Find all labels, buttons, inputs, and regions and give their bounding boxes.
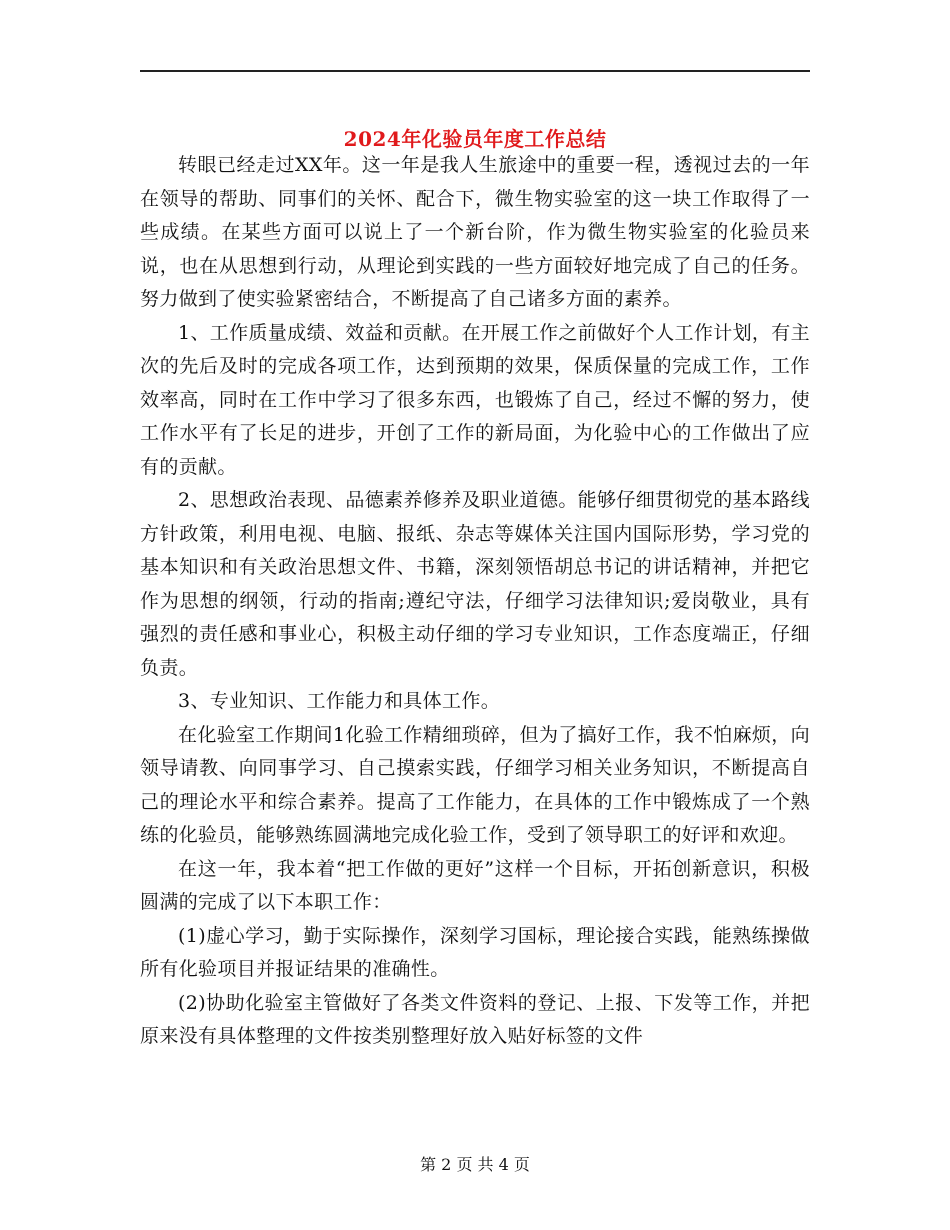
paragraph-lab-work: 在化验室工作期间1化验工作精细琐碎，但为了搞好工作，我不怕麻烦，向领导请教、向同事学习、自己摸索实践，仔细学习相关业务知识，不断提高自己的理论水平和综合素养。提高了工作能力，在具体的工作中锻炼成了一个熟练的化验员，能够熟练圆满地完成化验工作，受到了领导职工的好评和欢迎。 [140, 723, 810, 846]
header-rule [140, 70, 810, 72]
paragraph-intro: 转眼已经走过XX年。这一年是我人生旅途中的重要一程，透视过去的一年在领导的帮助、同事们的关怀、配合下，微生物实验室的这一块工作取得了一些成绩。在某些方面可以说上了一个新台阶，作为微生物实验室的化验员来说，也在从思想到行动，从理论到实践的一些方面较好地完成了自己的任务。努力做到了使实验紧密结合，不断提高了自己诸多方面的素养。 [140, 154, 810, 310]
document-title: 2024年化验员年度工作总结 [343, 127, 607, 152]
paragraph-professional-heading: 3、专业知识、工作能力和具体工作。 [178, 690, 501, 712]
paragraph-work-quality: 1、工作质量成绩、效益和贡献。在开展工作之前做好个人工作计划，有主次的先后及时的完成各项工作，达到预期的效果，保质保量的完成工作，工作效率高，同时在工作中学习了很多东西，也锻炼了自己，经过不懈的努力，使工作水平有了长足的进步，开创了工作的新局面，为化验中心的工作做出了应有的贡献。 [140, 321, 810, 478]
paragraph-item-2: (2)协助化验室主管做好了各类文件资料的登记、上报、下发等工作，并把原来没有具体整理的文件按类别整理好放入贴好标签的文件 [140, 991, 810, 1047]
document-body [140, 149, 810, 1054]
paragraph-year-goal: 在这一年，我本着“把工作做的更好”这样一个目标，开拓创新意识，积极圆满的完成了以下本职工作： [140, 857, 810, 913]
paragraph-political-thinking: 2、思想政治表现、品德素养修养及职业道德。能够仔细贯彻党的基本路线方针政策，利用电视、电脑、报纸、杂志等媒体关注国内国际形势，学习党的基本知识和有关政治思想文件、书籍，深刻领悟胡总书记的讲话精神，并把它作为思想的纲领，行动的指南;遵纪守法，仔细学习法律知识;爱岗敬业，具有强烈的责任感和事业心，积极主动仔细的学习专业知识，工作态度端正，仔细负责。 [140, 489, 810, 679]
paragraph-item-1: (1)虚心学习，勤于实际操作，深刻学习国标，理论接合实践，能熟练操做所有化验项目并报证结果的准确性。 [140, 924, 810, 980]
page-number: 第 2 页 共 4 页 [420, 1155, 530, 1174]
